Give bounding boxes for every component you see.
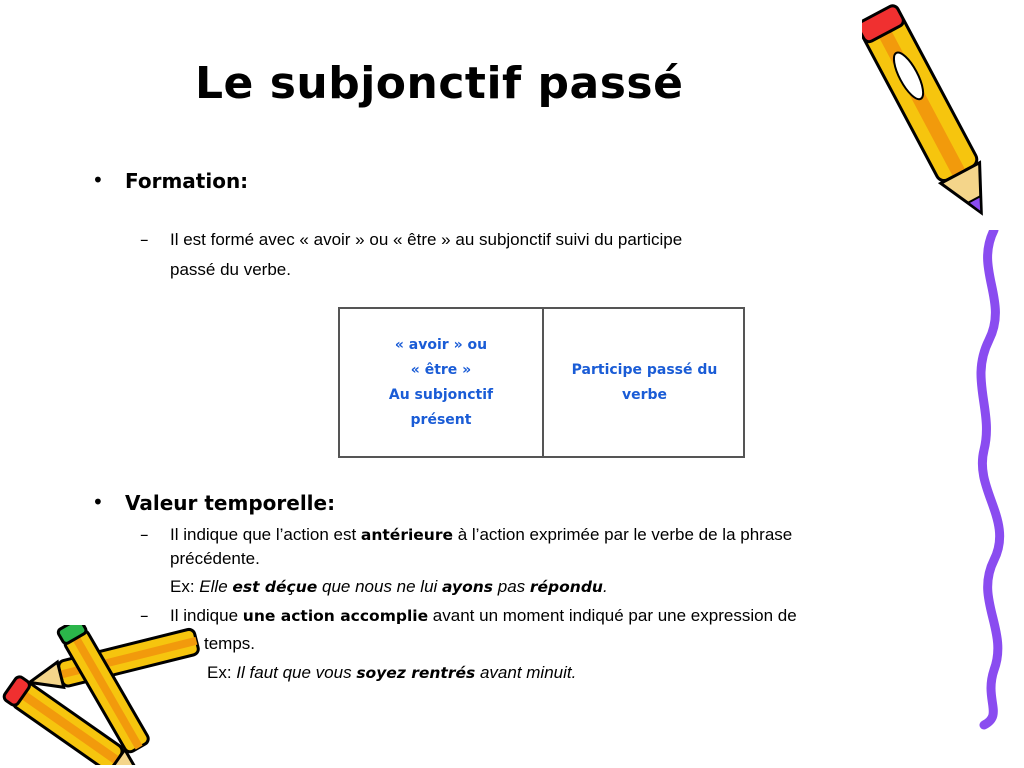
table-cell-auxiliary bbox=[340, 309, 542, 456]
formation-line-2: passé du verbe. bbox=[170, 260, 291, 279]
heading-formation: Formation: bbox=[125, 169, 249, 193]
item2-example bbox=[207, 663, 576, 683]
dash-formation: – bbox=[140, 230, 149, 250]
item2-line-1 bbox=[170, 606, 797, 626]
item2-line-2: temps. bbox=[204, 634, 256, 653]
item1-bold: antérieure bbox=[360, 526, 453, 544]
slide-title: Le subjonctif passé bbox=[195, 58, 684, 109]
ex-text: pas bbox=[493, 577, 530, 596]
cell-text: Participe passé du bbox=[571, 361, 718, 378]
item1-post: à l’action exprimée par le verbe de la phrase bbox=[452, 525, 793, 544]
cell-text: « avoir » ou bbox=[394, 336, 488, 353]
pencils-icon bbox=[0, 625, 210, 765]
ex-text: avant minuit. bbox=[475, 663, 577, 682]
ex-text: Elle bbox=[199, 577, 233, 596]
formation-table bbox=[338, 307, 745, 458]
ex-bold: est déçue bbox=[232, 578, 318, 596]
item1-example bbox=[170, 577, 608, 597]
heading-valeur: Valeur temporelle: bbox=[125, 491, 336, 515]
item2-bold: une action accomplie bbox=[242, 607, 429, 625]
table-cell-participle bbox=[544, 309, 745, 456]
pencil-icon bbox=[862, 0, 1022, 250]
cell-text: « être » bbox=[410, 361, 472, 378]
ex-text: Il faut que vous bbox=[236, 663, 357, 682]
cell-text: Au subjonctif bbox=[388, 386, 494, 403]
item1-line-2: précédente. bbox=[170, 549, 260, 568]
item2-post: avant un moment indiqué par une expression de bbox=[428, 606, 797, 625]
ex-label: Ex: bbox=[170, 577, 200, 596]
cell-text: présent bbox=[410, 411, 472, 428]
formation-line-1: Il est formé avec « avoir » ou « être » au subjonctif suivi du participe bbox=[170, 230, 683, 249]
item1-line-1 bbox=[170, 525, 792, 545]
ex-text: que nous ne lui bbox=[317, 577, 443, 596]
ex-text: . bbox=[602, 577, 608, 596]
bullet-valeur: • bbox=[92, 490, 104, 514]
item2-pre: Il indique bbox=[170, 606, 243, 625]
swirl-decoration bbox=[954, 230, 1024, 730]
dash-item-1: – bbox=[140, 525, 149, 545]
ex-label: Ex: bbox=[207, 663, 237, 682]
ex-bold: soyez rentrés bbox=[356, 664, 476, 682]
item1-pre: Il indique que l’action est bbox=[170, 525, 361, 544]
dash-item-2: – bbox=[140, 606, 149, 626]
bullet-formation: • bbox=[92, 168, 104, 192]
cell-text: verbe bbox=[621, 386, 668, 403]
ex-bold: répondu bbox=[529, 578, 603, 596]
ex-bold: ayons bbox=[442, 578, 494, 596]
